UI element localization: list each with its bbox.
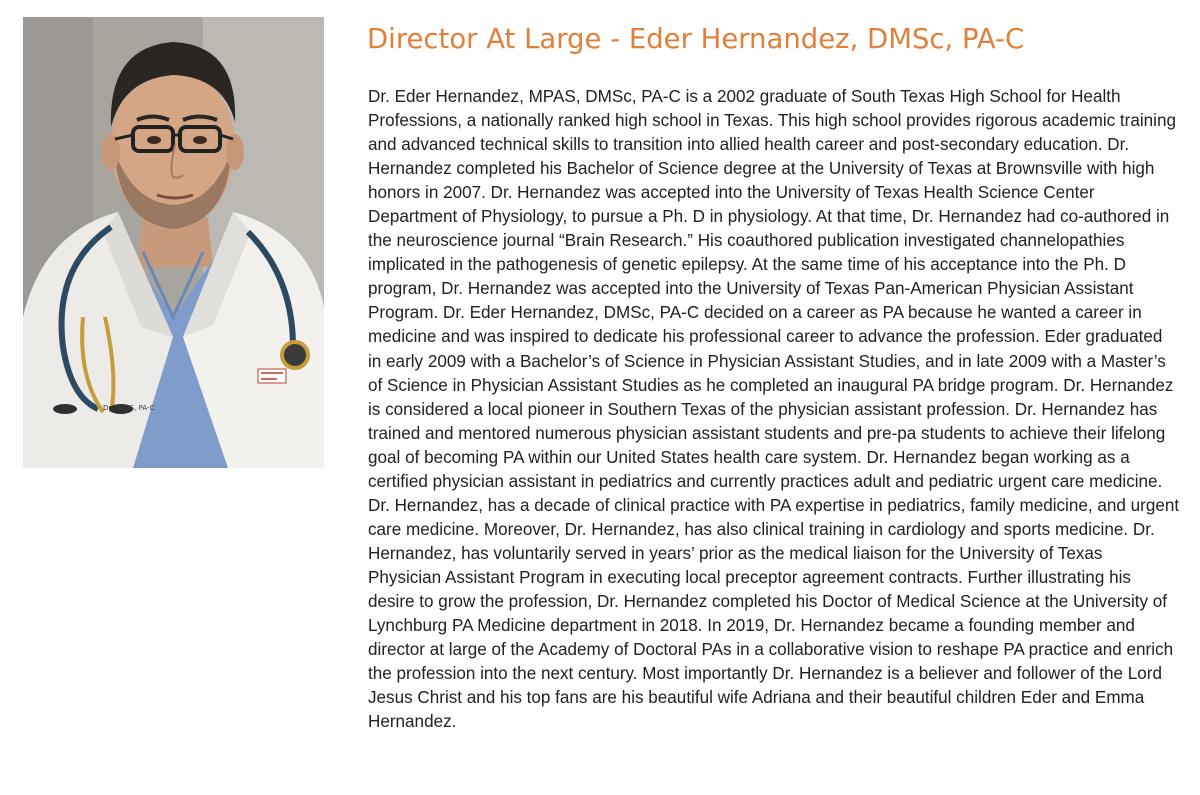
coat-embroidery: Dr. MPAS, PA-C (103, 404, 155, 412)
page-title: Director At Large - Eder Hernandez, DMSc, PA-C (367, 23, 1025, 55)
biography-text: Dr. Eder Hernandez, MPAS, DMSc, PA-C is a 2002 graduate of South Texas High School for Health Professions, a nationally ranked high school in Texas. This high school provides rigorous academic training and advanced technical skills to transition into allied health career and post-secondary education. Dr. Hernandez completed his Bachelor of Science degree at the University of Texas at Brownsville with high honors in 2007. Dr. Hernandez was accepted into the University of Texas Health Science Center Department of Physiology, to pursue a Ph. D in physiology. At that time, Dr. Hernandez had co-authored in the neuroscience journal “Brain Research.” His coauthored publication investigated channelopathies implicated in the pathogenesis of genetic epilepsy. At the same time of his acceptance into the Ph. D program, Dr. Hernandez was accepted into the University of Texas Pan-American Physician Assistant Program. Dr. Eder Hernandez, DMSc, PA-C decided on a career as PA because he wanted a career in medicine and was inspired to dedicate his professional career to advance the profession. Eder graduated in early 2009 with a Bachelor’s of Science in Physician Assistant Studies, and in late 2009 with a Master’s of Science in Physician Assistant Studies as he completed an inaugural PA bridge program. Dr. Hernandez is considered a local pioneer in Southern Texas of the physician assistant profession. Dr. Hernandez has trained and mentored numerous physician assistant students and pre-pa students to achieve their lifelong goal of becoming PA within our United States health care system. Dr. Hernandez began working as a certified physician assistant in pediatrics and currently practices adult and pediatric urgent care medicine. Dr. Hernandez, has a decade of clinical practice with PA expertise in pediatrics, family medicine, and urgent care medicine. Moreover, Dr. Hernandez, has also clinical training in cardiology and sports medicine. Dr. Hernandez, has voluntarily served in years’ prior as the medical liaison for the University of Texas Physician Assistant Program in executing local preceptor agreement contracts. Further illustrating his desire to grow the profession, Dr. Hernandez completed his Doctor of Medical Science at the University of Lynchburg PA Medicine department in 2018. In 2019, Dr. Hernandez became a founding member and director at large of the Academy of Doctoral PAs in a collaborative vision to reshape PA practice and enrich the profession into the next century. Most importantly Dr. Hernandez is a believer and follower of the Lord Jesus Christ and his top fans are his beautiful wife Adriana and their beautiful children Eder and Emma Hernandez. (368, 87, 1180, 732)
profile-photo (23, 17, 324, 468)
